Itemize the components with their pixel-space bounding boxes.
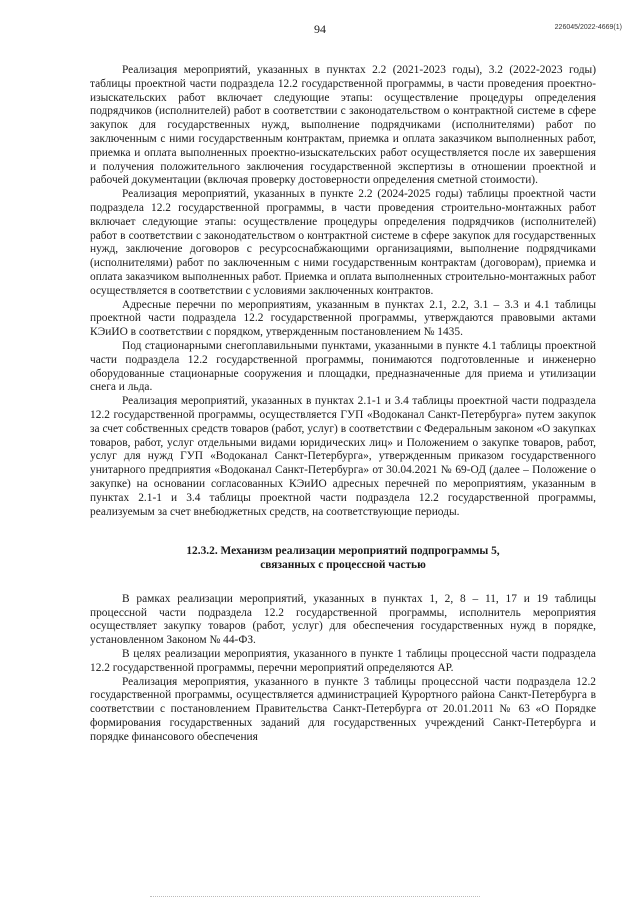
paragraph: В целях реализации мероприятия, указанного в пункте 1 таблицы процессной части подраздела 12.2 государственной программы, перечни мероприятий определяются АР. (90, 648, 596, 674)
page-number: 94 (314, 22, 326, 36)
document-id: 226045/2022-4669(1) (554, 24, 622, 31)
paragraph: Реализация мероприятия, указанного в пункте 3 таблицы процессной части подраздела 12.2 государственной программы, осуществляется администрацией Курортного района Санкт-Петербурга в соответствии с постановлением Правительства Санкт-Петербурга от 20.01.2011 № 63 «О Порядке формирования государственных заданий для государственных учреждений Санкт-Петербурга и порядке финансового обеспечения (90, 675, 596, 743)
paragraph: Реализация мероприятий, указанных в пунктах 2.1-1 и 3.4 таблицы проектной части подраздела 12.2 государственной программы, осуществляется ГУП «Водоканал Санкт-Петербурга» путем закупок за счет собственных средств товаров (работ, услуг) в соответствии с Федеральным законом «О закупках товаров, работ, услуг отдельными видами юридических лиц» и Положением о закупке товаров, работ, услуг для нужд ГУП «Водоканал Санкт-Петербурга», утвержденным приказом государственного унитарного предприятия «Водоканал Санкт-Петербурга» от 30.04.2021 № 69-ОД (далее – Положение о закупке) на основании согласованных КЭиИО адресных перечней по мероприятиям, указанным в пунктах 2.1-1 и 3.4 таблицы проектной части подраздела 12.2 государственной программы, реализуемым за счет внебюджетных средств, на соответствующие периоды. (90, 395, 596, 518)
paragraph: Адресные перечни по мероприятиям, указанным в пунктах 2.1, 2.2, 3.1 – 3.3 и 4.1 таблицы проектной части подраздела 12.2 государственной программы, утверждаются правовыми актами КЭиИО в соответствии с порядком, утвержденным постановлением № 1435. (90, 298, 596, 339)
paragraph: В рамках реализации мероприятий, указанных в пунктах 1, 2, 8 – 11, 17 и 19 таблицы процессной части подраздела 12.2 государственной программы, исполнитель мероприятия осуществляет закупку товаров (работ, услуг) для обеспечения государственных нужд в порядке, установленном Законом № 44-ФЗ. (90, 592, 596, 647)
section-heading-line-1: 12.3.2. Механизм реализации мероприятий подпрограммы 5, (186, 545, 500, 558)
section-heading (90, 545, 596, 573)
paragraph: Под стационарными снегоплавильными пунктами, указанными в пункте 4.1 таблицы проектной части подраздела 12.2 государственной программы, понимаются подготовленные и инженерно оборудованные стационарные сооружения и площадки, предназначенные для приема и утилизации снега и льда. (90, 339, 596, 394)
document-body (90, 64, 596, 745)
scan-artifact-line (150, 896, 480, 899)
section-heading-line-2: связанных с процессной частью (260, 559, 426, 572)
paragraph: Реализация мероприятий, указанных в пунктах 2.2 (2021-2023 годы), 3.2 (2022-2023 годы) таблицы проектной части подраздела 12.2 государственной программы, в части проведения проектно-изыскательских работ включает следующие этапы: осуществление процедуры определения подрядчиков (исполнителей) работ в соответствии с законодательством о контрактной системе в сфере закупок для государственных нужд, выполнение подрядчиками (исполнителями) работ по заключенным с ними государственным контрактам, приемка и оплата заказчиком выполненных работ, приемка и оплата выполненных проектно-изыскательских работ осуществляется после их завершения и получения положительного заключения государственной экспертизы в отношении проектной и рабочей документации (включая проверку достоверности определения сметной стоимости). (90, 64, 596, 187)
paragraph: Реализация мероприятий, указанных в пункте 2.2 (2024-2025 годы) таблицы проектной части подраздела 12.2 государственной программы, в части проведения строительно-монтажных работ включает следующие этапы: осуществление процедуры определения подрядчиков (исполнителей) работ в соответствии с законодательством о контрактной системе в сфере закупок для государственных нужд, заключение договоров с ресурсоснабжающими организациями, выполнение подрядчиками (исполнителями) работ по заключенным с ними государственным контрактам (договорам), приемка и оплата заказчиком выполненных работ. Приемка и оплата выполненных строительно-монтажных работ осуществляется в соответствии с условиями заключенных контрактов. (90, 188, 596, 297)
